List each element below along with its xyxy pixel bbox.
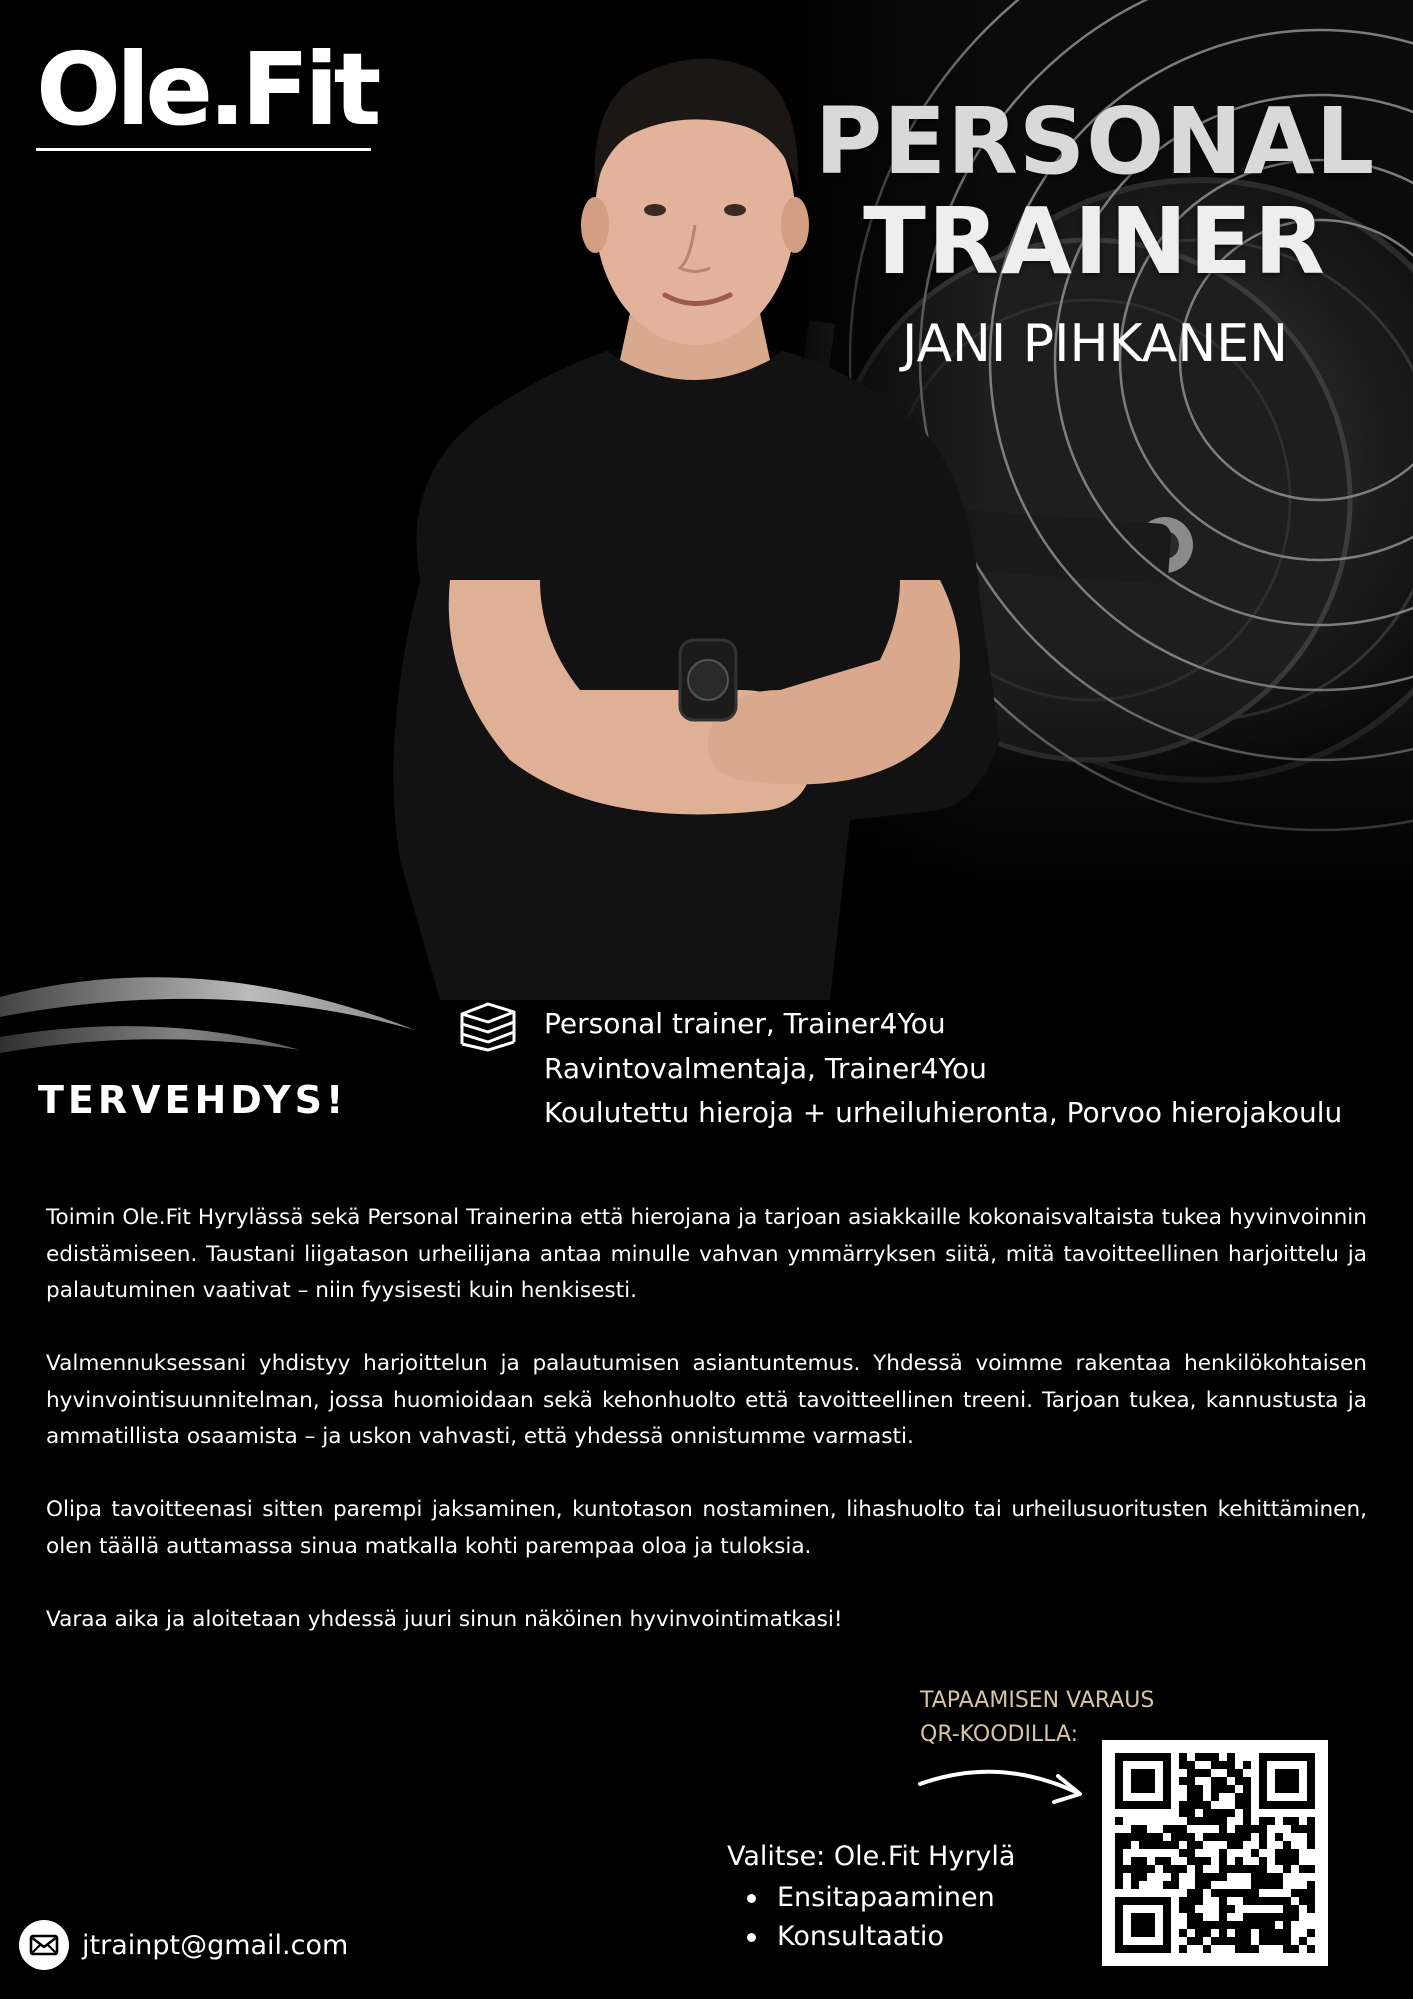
- bio-paragraph: Toimin Ole.Fit Hyrylässä sekä Personal Trainerina että hierojana ja tarjoan asiakkaille kokonaisvaltaista tukea hyvinvoinnin edistämiseen. Taustani liigatason urheilijana antaa minulle vahvan ymmärryksen siitä, mitä tavoitteellinen harjoittelu ja palautuminen vaativat – niin fyysisesti kuin henkisesti.: [46, 1205, 1367, 1303]
- headline-personal: PERSONAL: [814, 88, 1376, 195]
- bio-paragraph: Olipa tavoitteenasi sitten parempi jaksaminen, kuntotason nostaminen, lihashuolto tai urheilusuoritusten kehittäminen, olen täällä auttamassa sinua matkalla kohti parempaa oloa ja tuloksia.: [46, 1497, 1367, 1559]
- booking-option-label: Konsultaatio: [777, 1921, 944, 1952]
- books-icon: [458, 1000, 518, 1052]
- booking-label-line2: QR-KOODILLA:: [920, 1722, 1079, 1747]
- qualification-item: Ravintovalmentaja, Trainer4You: [544, 1051, 987, 1085]
- booking-option: [727, 1878, 1015, 1917]
- brand-logo: [36, 31, 377, 151]
- logo-text: Ole.Fit: [36, 31, 377, 148]
- qualification-item: Koulutettu hieroja + urheiluhieronta, Porvoo hierojakoulu: [544, 1096, 1343, 1129]
- booking-label-line1: TAPAAMISEN VARAUS: [920, 1688, 1155, 1713]
- bio-paragraph: Valmennuksessani yhdistyy harjoittelun ja palautumisen asiantuntemus. Yhdessä voimme rakentaa henkilökohtaisen hyvinvointisuunnitelman, jossa huomioidaan sekä kehonhuolto että tavoitteellinen treeni. Tarjoan tukea, kannustusta ja ammatillista osaamista – ja uskon vahvasti, että yhdessä onnistumme varmasti.: [46, 1351, 1367, 1449]
- swoosh-decoration: [0, 955, 430, 1065]
- bio-paragraph: Varaa aika ja aloitetaan yhdessä juuri sinun näköinen hyvinvointimatkasi!: [46, 1606, 843, 1632]
- choose-location: Valitse: Ole.Fit Hyrylä: [727, 1841, 1016, 1872]
- contact-email[interactable]: [18, 1918, 348, 1972]
- booking-option: [727, 1917, 1015, 1956]
- booking-qr-code[interactable]: [1102, 1740, 1328, 1966]
- headline: [805, 88, 1385, 374]
- curved-arrow-icon: [918, 1762, 1088, 1810]
- qualification-item: Personal trainer, Trainer4You: [544, 1007, 946, 1040]
- booking-option-label: Ensitapaaminen: [777, 1882, 995, 1913]
- booking-instructions: [727, 1838, 1015, 1956]
- envelope-icon: [18, 1919, 70, 1971]
- qualifications-list: [544, 1002, 1342, 1136]
- booking-options-list: [727, 1878, 1015, 1956]
- logo-underline: [36, 148, 371, 151]
- email-address[interactable]: jtrainpt@gmail.com: [82, 1929, 349, 1961]
- bullet-icon: [747, 1894, 756, 1903]
- headline-trainer: TRAINER: [863, 188, 1327, 295]
- greeting-heading: TERVEHDYS!: [38, 1078, 348, 1122]
- trainer-name: JANI PIHKANEN: [902, 314, 1288, 374]
- bio-text: [46, 1200, 1367, 1675]
- qr-code-pattern: [1115, 1753, 1315, 1953]
- bullet-icon: [747, 1933, 756, 1942]
